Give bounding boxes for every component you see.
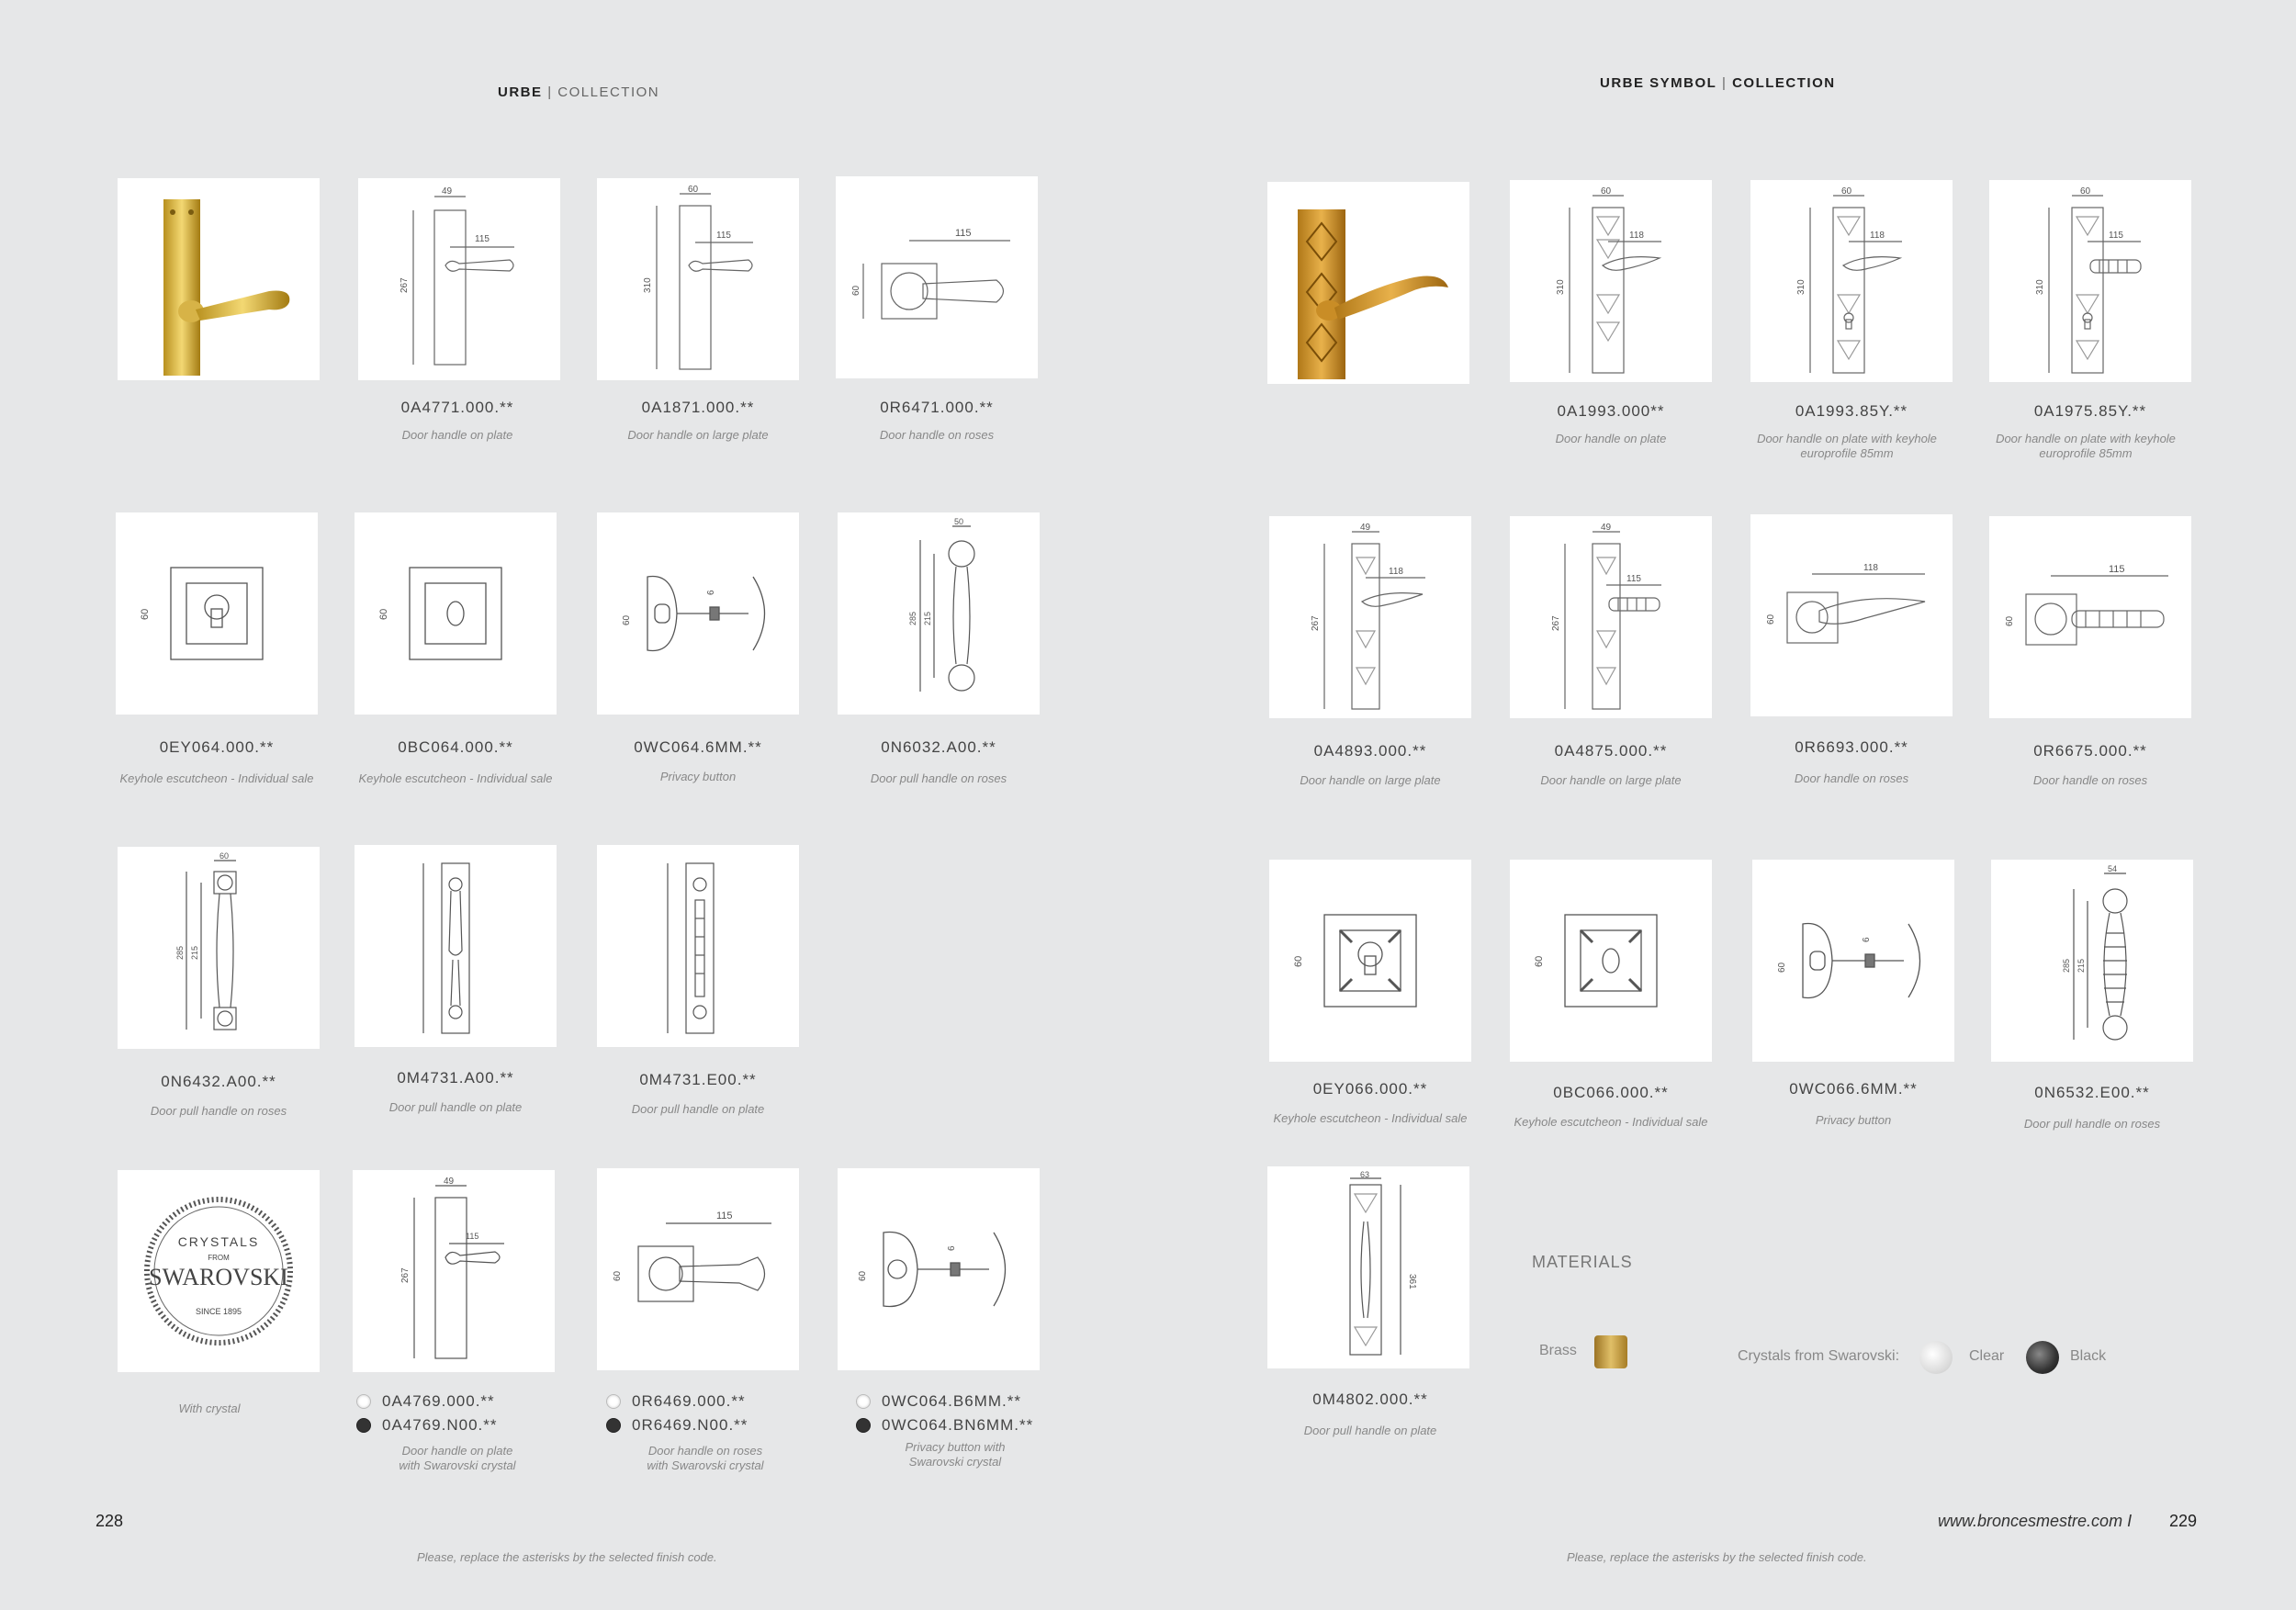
brass-label: Brass bbox=[1539, 1343, 1577, 1358]
product-desc: Keyhole escutcheon - Individual sale bbox=[358, 771, 553, 785]
collection-name: URBE SYMBOL bbox=[1600, 75, 1717, 91]
technical-drawing-0M4731-A00 bbox=[355, 845, 557, 1047]
product-desc: Keyhole escutcheon - Individual sale bbox=[1273, 1111, 1468, 1125]
svg-text:310: 310 bbox=[1556, 279, 1566, 295]
svg-text:FROM: FROM bbox=[208, 1254, 230, 1262]
technical-drawing-0A1975-85Y bbox=[1989, 180, 2191, 382]
asterisk-note-right: Please, replace the asterisks by the selected finish code. bbox=[1567, 1550, 1867, 1564]
svg-text:CRYSTALS: CRYSTALS bbox=[177, 1234, 260, 1249]
product-desc bbox=[586, 1444, 825, 1473]
header-separator: | bbox=[1722, 75, 1728, 91]
svg-text:60: 60 bbox=[2005, 615, 2015, 626]
technical-drawing-0BC064 bbox=[355, 512, 557, 715]
svg-text:267: 267 bbox=[1551, 615, 1561, 631]
clear-crystal-swatch-icon bbox=[1919, 1341, 1953, 1374]
header-separator: | bbox=[547, 84, 553, 100]
black-crystal-icon bbox=[356, 1418, 371, 1433]
product-code: 0WC064.BN6MM.** bbox=[882, 1416, 1034, 1434]
product-code: 0EY064.000.** bbox=[159, 738, 275, 756]
clear-crystal-icon bbox=[856, 1394, 871, 1409]
svg-text:54: 54 bbox=[2108, 864, 2118, 873]
svg-text:60: 60 bbox=[1534, 955, 1545, 967]
svg-text:285: 285 bbox=[908, 611, 917, 625]
svg-text:63: 63 bbox=[1360, 1171, 1370, 1179]
svg-text:60: 60 bbox=[613, 1270, 623, 1281]
product-photo-brass-lever bbox=[118, 178, 320, 380]
product-photo-gold-ornate-lever bbox=[1267, 182, 1469, 384]
svg-text:285: 285 bbox=[2062, 958, 2071, 973]
product-code: 0A4769.N00.** bbox=[382, 1416, 498, 1434]
product-desc: Door pull handle on roses bbox=[150, 1104, 287, 1118]
product-desc: Door handle on roses bbox=[2032, 773, 2148, 787]
technical-drawing-0WC064-B6MM bbox=[838, 1168, 1040, 1370]
svg-text:60: 60 bbox=[1777, 962, 1787, 973]
desc-line: Door handle on roses bbox=[647, 1444, 763, 1458]
technical-drawing-0EY066 bbox=[1269, 860, 1471, 1062]
technical-drawing-0N6532 bbox=[1991, 860, 2193, 1062]
url-separator: I bbox=[2127, 1512, 2133, 1530]
crystal-variant-black bbox=[856, 1416, 1033, 1435]
product-desc bbox=[836, 1440, 1075, 1469]
product-code: 0BC064.000.** bbox=[398, 738, 513, 756]
svg-text:285: 285 bbox=[175, 945, 185, 960]
swarovski-caption: With crystal bbox=[178, 1402, 241, 1415]
technical-drawing-0R6471 bbox=[836, 176, 1038, 378]
collection-name: URBE bbox=[498, 84, 543, 100]
svg-text:60: 60 bbox=[378, 608, 389, 620]
product-code: 0A1993.000** bbox=[1557, 402, 1665, 420]
technical-drawing-0A4893 bbox=[1269, 516, 1471, 718]
asterisk-note-left: Please, replace the asterisks by the selected finish code. bbox=[417, 1550, 717, 1564]
product-code: 0R6471.000.** bbox=[880, 399, 994, 416]
product-desc: Door handle on large plate bbox=[627, 428, 769, 442]
black-crystal-swatch-icon bbox=[2026, 1341, 2059, 1374]
right-page-header bbox=[1600, 75, 1836, 91]
technical-drawing-0R6469 bbox=[597, 1168, 799, 1370]
svg-text:118: 118 bbox=[1389, 567, 1403, 577]
product-code: 0EY066.000.** bbox=[1312, 1080, 1428, 1098]
product-code: 0N6032.A00.** bbox=[881, 738, 996, 756]
crystal-variant-clear bbox=[356, 1392, 495, 1411]
svg-text:60: 60 bbox=[622, 614, 632, 625]
svg-text:115: 115 bbox=[955, 228, 972, 239]
product-code: 0A4771.000.** bbox=[400, 399, 514, 416]
product-code: 0WC064.6MM.** bbox=[634, 738, 762, 756]
collection-label: COLLECTION bbox=[1732, 75, 1836, 91]
svg-text:60: 60 bbox=[858, 1270, 868, 1281]
crystal-variant-clear bbox=[606, 1392, 746, 1411]
technical-drawing-0A1871 bbox=[597, 178, 799, 380]
product-desc: Door pull handle on roses bbox=[870, 771, 1007, 785]
product-code: 0A1993.85Y.** bbox=[1795, 402, 1908, 420]
product-desc: Door handle on roses bbox=[1794, 771, 1909, 785]
svg-text:115: 115 bbox=[2109, 564, 2125, 575]
svg-text:215: 215 bbox=[923, 611, 932, 625]
product-code: 0BC066.000.** bbox=[1553, 1084, 1669, 1101]
product-code: 0R6469.N00.** bbox=[632, 1416, 748, 1434]
product-desc: Door handle on plate bbox=[401, 428, 513, 442]
svg-text:115: 115 bbox=[475, 234, 490, 244]
technical-drawing-0A4875 bbox=[1510, 516, 1712, 718]
product-code: 0A1975.85Y.** bbox=[2033, 402, 2147, 420]
product-code: 0M4802.000.** bbox=[1312, 1390, 1428, 1408]
page-number-right: 229 bbox=[2169, 1512, 2198, 1530]
collection-label: COLLECTION bbox=[557, 84, 660, 100]
svg-text:215: 215 bbox=[2077, 958, 2086, 973]
product-desc: Door pull handle on roses bbox=[2023, 1117, 2161, 1131]
technical-drawing-0R6693 bbox=[1750, 514, 1953, 716]
crystal-variant-clear bbox=[856, 1392, 1021, 1411]
materials-title: MATERIALS bbox=[1532, 1253, 1633, 1271]
website-url[interactable] bbox=[1938, 1512, 2132, 1531]
product-desc: Door handle on large plate bbox=[1300, 773, 1441, 787]
desc-line: Privacy button with bbox=[905, 1440, 1006, 1454]
black-crystal-icon bbox=[856, 1418, 871, 1433]
technical-drawing-0N6032 bbox=[838, 512, 1040, 715]
crystal-variant-black bbox=[606, 1416, 748, 1435]
left-page-header bbox=[498, 84, 659, 100]
svg-text:SINCE 1895: SINCE 1895 bbox=[195, 1307, 242, 1316]
technical-drawing-0BC066 bbox=[1510, 860, 1712, 1062]
svg-text:50: 50 bbox=[954, 517, 964, 526]
page-number-left: 228 bbox=[96, 1512, 124, 1530]
svg-text:310: 310 bbox=[1796, 279, 1806, 295]
product-code: 0M4731.E00.** bbox=[639, 1071, 757, 1088]
svg-text:267: 267 bbox=[1311, 615, 1321, 631]
svg-text:60: 60 bbox=[140, 608, 151, 620]
product-desc: Door handle on plate bbox=[1555, 432, 1667, 445]
svg-text:49: 49 bbox=[1360, 523, 1371, 533]
svg-text:115: 115 bbox=[466, 1232, 479, 1241]
swarovski-logo bbox=[118, 1170, 320, 1372]
url-text[interactable]: www.broncesmestre.com bbox=[1938, 1512, 2123, 1530]
product-code: 0WC066.6MM.** bbox=[1789, 1080, 1918, 1098]
product-desc: Door handle on plate with keyhole europrofile 85mm bbox=[1996, 432, 2176, 460]
clear-crystal-icon bbox=[606, 1394, 621, 1409]
product-code: 0A4875.000.** bbox=[1554, 742, 1668, 760]
technical-drawing-0M4802 bbox=[1267, 1166, 1469, 1368]
svg-text:60: 60 bbox=[688, 185, 699, 195]
svg-text:60: 60 bbox=[219, 851, 230, 861]
product-desc: Keyhole escutcheon - Individual sale bbox=[119, 771, 314, 785]
product-desc: Privacy button bbox=[1815, 1113, 1892, 1127]
svg-text:310: 310 bbox=[2035, 279, 2045, 295]
product-code: 0N6432.A00.** bbox=[161, 1073, 276, 1090]
svg-text:267: 267 bbox=[400, 1267, 411, 1283]
svg-text:310: 310 bbox=[643, 277, 653, 293]
product-code: 0R6693.000.** bbox=[1795, 738, 1908, 756]
svg-text:49: 49 bbox=[444, 1177, 455, 1187]
svg-text:60: 60 bbox=[1841, 186, 1852, 197]
brass-swatch-icon bbox=[1594, 1335, 1627, 1368]
product-code: 0M4731.A00.** bbox=[397, 1069, 514, 1086]
svg-text:49: 49 bbox=[1601, 523, 1612, 533]
product-code: 0A4893.000.** bbox=[1313, 742, 1427, 760]
product-desc: Door pull handle on plate bbox=[631, 1102, 765, 1116]
technical-drawing-0R6675 bbox=[1989, 516, 2191, 718]
product-code: 0A4769.000.** bbox=[382, 1392, 495, 1410]
svg-text:6: 6 bbox=[706, 590, 716, 595]
svg-text:49: 49 bbox=[442, 186, 453, 197]
technical-drawing-0A4769 bbox=[353, 1170, 555, 1372]
technical-drawing-0A1993 bbox=[1510, 180, 1712, 382]
product-code: 0A1871.000.** bbox=[641, 399, 755, 416]
product-desc: Door pull handle on plate bbox=[388, 1100, 523, 1114]
desc-line: Door handle on plate bbox=[401, 1444, 513, 1458]
technical-drawing-0EY064 bbox=[116, 512, 318, 715]
svg-text:118: 118 bbox=[1863, 563, 1878, 573]
desc-line: Swarovski crystal bbox=[908, 1455, 1002, 1469]
svg-text:60: 60 bbox=[851, 285, 861, 296]
desc-line: with Swarovski crystal bbox=[647, 1458, 764, 1472]
product-desc: Keyhole escutcheon - Individual sale bbox=[1514, 1115, 1708, 1129]
svg-text:115: 115 bbox=[1626, 574, 1641, 584]
svg-text:115: 115 bbox=[716, 1210, 733, 1222]
product-desc: Door handle on plate with keyhole europrofile 85mm bbox=[1757, 432, 1937, 460]
svg-text:118: 118 bbox=[1629, 231, 1644, 241]
technical-drawing-0N6432 bbox=[118, 847, 320, 1049]
clear-crystal-icon bbox=[356, 1394, 371, 1409]
svg-text:115: 115 bbox=[2109, 231, 2123, 241]
technical-drawing-0A4771 bbox=[358, 178, 560, 380]
technical-drawing-0A1993-85Y bbox=[1750, 180, 1953, 382]
product-code: 0N6532.E00.** bbox=[2034, 1084, 2150, 1101]
technical-drawing-0WC066-6MM bbox=[1752, 860, 1954, 1062]
product-desc: Door handle on roses bbox=[879, 428, 995, 442]
crystal-variant-black bbox=[356, 1416, 497, 1435]
product-desc: Privacy button bbox=[659, 770, 737, 783]
product-desc: Door pull handle on plate bbox=[1303, 1424, 1437, 1437]
product-code: 0WC064.B6MM.** bbox=[882, 1392, 1021, 1410]
svg-text:361: 361 bbox=[1407, 1274, 1417, 1289]
svg-text:118: 118 bbox=[1870, 231, 1885, 241]
technical-drawing-0M4731-E00 bbox=[597, 845, 799, 1047]
product-desc: Door handle on large plate bbox=[1540, 773, 1682, 787]
crystals-label: Crystals from Swarovski: bbox=[1738, 1348, 1900, 1364]
svg-text:6: 6 bbox=[947, 1245, 957, 1251]
svg-text:60: 60 bbox=[1293, 955, 1304, 967]
svg-text:SWAROVSKI: SWAROVSKI bbox=[149, 1264, 288, 1290]
technical-drawing-0WC064-6MM bbox=[597, 512, 799, 715]
svg-text:6: 6 bbox=[1862, 937, 1872, 942]
black-crystal-icon bbox=[606, 1418, 621, 1433]
black-label: Black bbox=[2070, 1348, 2107, 1364]
product-code: 0R6469.000.** bbox=[632, 1392, 746, 1410]
desc-line: with Swarovski crystal bbox=[399, 1458, 516, 1472]
svg-text:115: 115 bbox=[716, 231, 731, 241]
svg-text:215: 215 bbox=[190, 945, 199, 960]
product-code: 0R6675.000.** bbox=[2033, 742, 2147, 760]
svg-text:60: 60 bbox=[1766, 614, 1776, 625]
product-desc bbox=[338, 1444, 577, 1473]
svg-text:60: 60 bbox=[1601, 186, 1612, 197]
svg-text:60: 60 bbox=[2080, 186, 2091, 197]
clear-label: Clear bbox=[1969, 1348, 2005, 1364]
svg-text:267: 267 bbox=[400, 277, 410, 293]
